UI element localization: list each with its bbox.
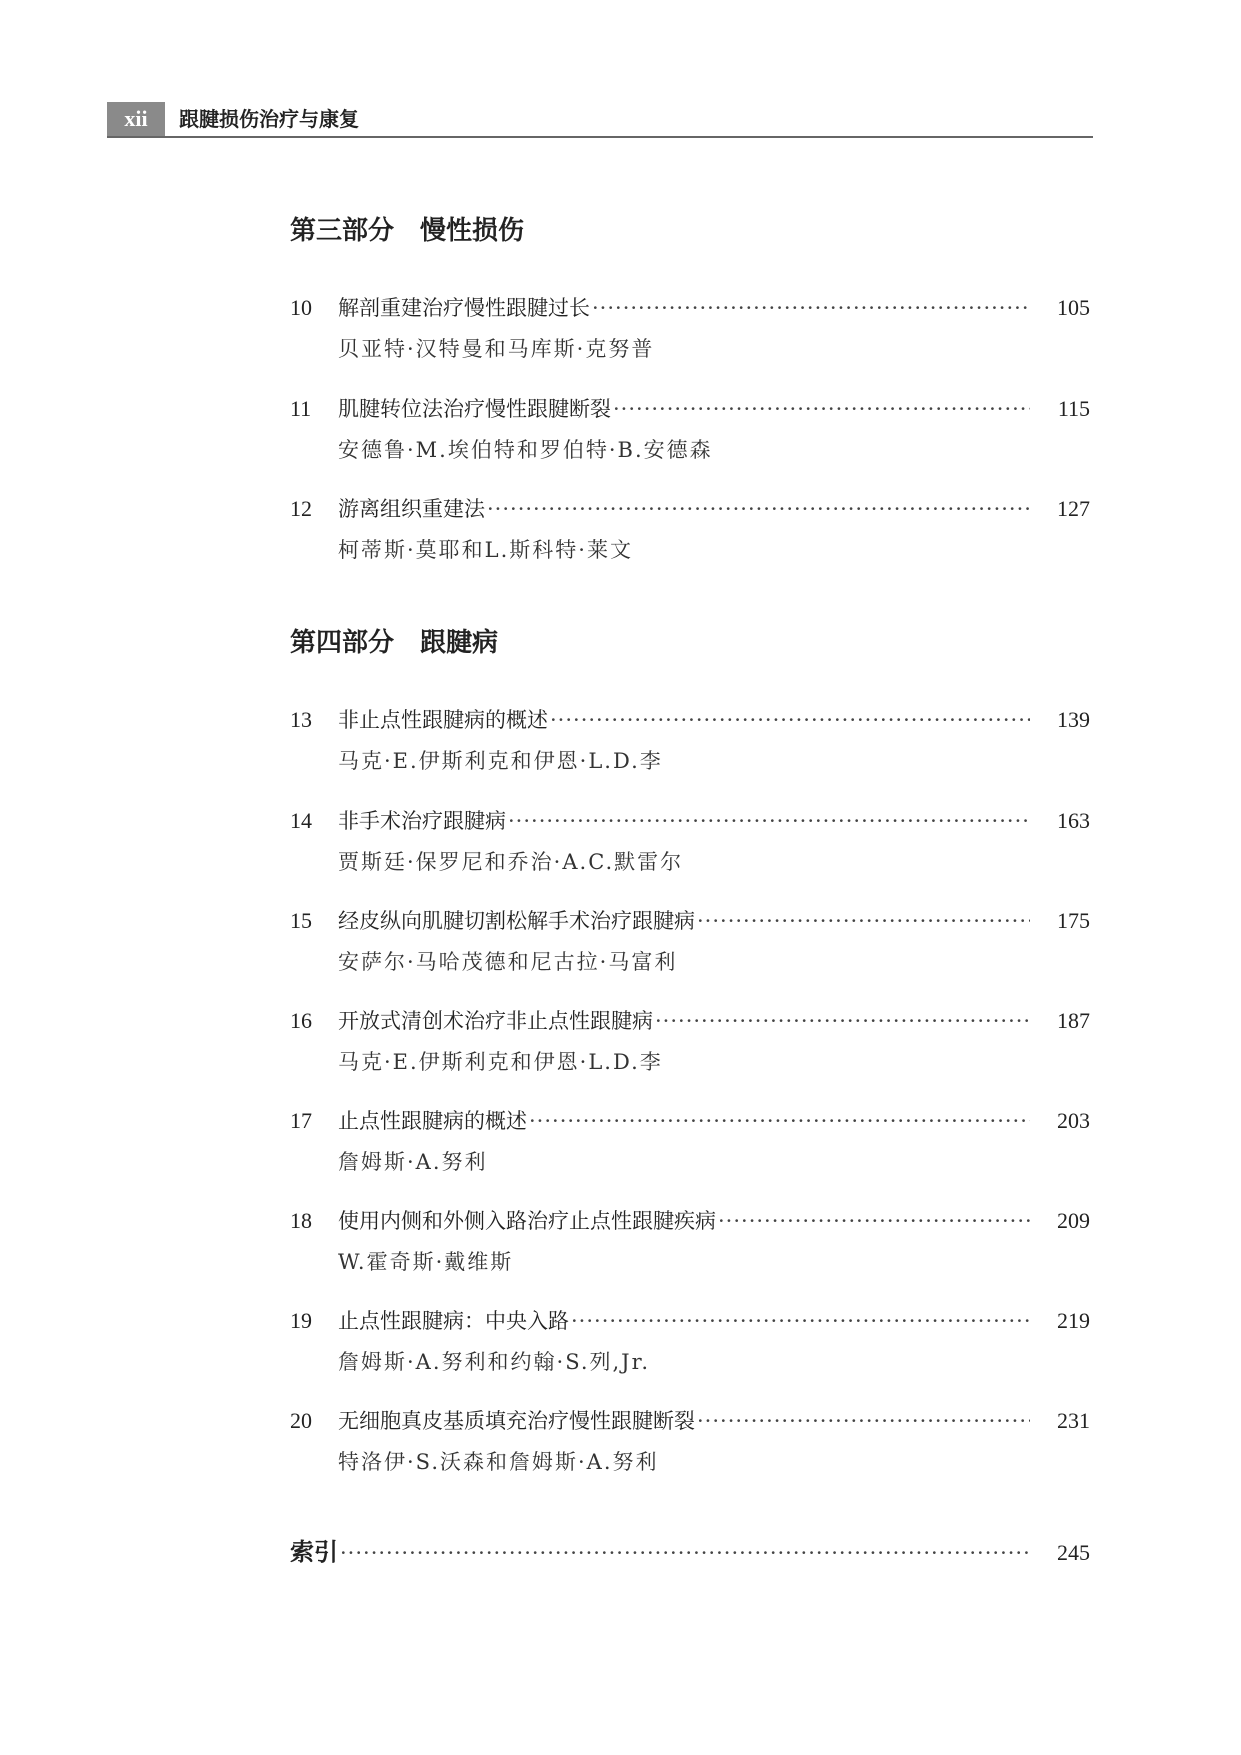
toc-entry[interactable] <box>290 1005 1090 1085</box>
page-ref: 115 <box>1057 396 1090 421</box>
chapter-title: 止点性跟腱病：中央入路 <box>338 1309 569 1333</box>
chapter-authors: 贝亚特·汉特曼和马库斯·克努普 <box>338 337 655 361</box>
toc-entry[interactable] <box>290 1305 1090 1385</box>
page-ref: 219 <box>1057 1308 1090 1333</box>
dot-leader <box>508 809 1030 833</box>
dot-leader <box>655 1009 1030 1033</box>
toc-entry[interactable] <box>290 1205 1090 1285</box>
chapter-number: 13 <box>290 707 312 732</box>
toc-entry[interactable] <box>290 393 1090 473</box>
dot-leader <box>697 909 1030 933</box>
chapter-authors: W.霍奇斯·戴维斯 <box>338 1250 514 1274</box>
toc-entry[interactable] <box>290 292 1090 372</box>
page-ref: 187 <box>1057 1008 1090 1033</box>
chapter-title: 使用内侧和外侧入路治疗止点性跟腱疾病 <box>338 1209 716 1233</box>
chapter-number: 16 <box>290 1008 312 1033</box>
header-rule <box>107 136 1093 138</box>
chapter-title: 肌腱转位法治疗慢性跟腱断裂 <box>338 397 611 421</box>
chapter-number: 19 <box>290 1308 312 1333</box>
chapter-title: 无细胞真皮基质填充治疗慢性跟腱断裂 <box>338 1409 695 1433</box>
toc-entry[interactable] <box>290 1105 1090 1185</box>
dot-leader <box>718 1209 1030 1233</box>
page-ref: 127 <box>1057 496 1090 521</box>
chapter-title: 非手术治疗跟腱病 <box>338 809 506 833</box>
toc-entry[interactable] <box>290 1405 1090 1485</box>
part-title: 第三部分 慢性损伤 <box>290 216 525 246</box>
page-number: xii <box>107 102 165 136</box>
chapter-authors: 马克·E.伊斯利克和伊恩·L.D.李 <box>338 1050 663 1074</box>
chapter-authors: 詹姆斯·A.努利 <box>338 1150 488 1174</box>
chapter-authors: 马克·E.伊斯利克和伊恩·L.D.李 <box>338 749 663 773</box>
chapter-number: 14 <box>290 808 312 833</box>
chapter-authors: 詹姆斯·A.努利和约翰·S.列,Jr. <box>338 1350 651 1374</box>
page-ref: 175 <box>1057 908 1090 933</box>
dot-leader <box>592 296 1030 320</box>
dot-leader <box>340 1541 1030 1565</box>
page-ref: 139 <box>1057 707 1090 732</box>
chapter-number: 10 <box>290 295 312 320</box>
chapter-title: 止点性跟腱病的概述 <box>338 1109 527 1133</box>
toc-entry[interactable] <box>290 704 1090 784</box>
chapter-number: 15 <box>290 908 312 933</box>
page-ref: 203 <box>1057 1108 1090 1133</box>
chapter-number: 20 <box>290 1408 312 1433</box>
page-ref: 209 <box>1057 1208 1090 1233</box>
chapter-authors: 安萨尔·马哈茂德和尼古拉·马富利 <box>338 950 678 974</box>
chapter-number: 12 <box>290 496 312 521</box>
chapter-title: 非止点性跟腱病的概述 <box>338 708 548 732</box>
toc-entry[interactable] <box>290 493 1090 573</box>
index-label: 索引 <box>290 1538 338 1566</box>
page-ref: 231 <box>1057 1408 1090 1433</box>
dot-leader <box>697 1409 1030 1433</box>
page-ref: 105 <box>1057 295 1090 320</box>
chapter-number: 17 <box>290 1108 312 1133</box>
book-title: 跟腱损伤治疗与康复 <box>179 107 359 131</box>
chapter-title: 解剖重建治疗慢性跟腱过长 <box>338 296 590 320</box>
page-ref: 245 <box>1057 1540 1090 1565</box>
page-ref: 163 <box>1057 808 1090 833</box>
chapter-number: 11 <box>290 396 312 421</box>
chapter-authors: 贾斯廷·保罗尼和乔治·A.C.默雷尔 <box>338 850 684 874</box>
dot-leader <box>487 497 1030 521</box>
toc-entry[interactable] <box>290 805 1090 885</box>
chapter-authors: 柯蒂斯·莫耶和L.斯科特·莱文 <box>338 538 633 562</box>
dot-leader <box>550 708 1030 732</box>
chapter-title: 游离组织重建法 <box>338 497 485 521</box>
dot-leader <box>529 1109 1030 1133</box>
chapter-authors: 特洛伊·S.沃森和詹姆斯·A.努利 <box>338 1450 659 1474</box>
dot-leader <box>571 1309 1030 1333</box>
chapter-title: 开放式清创术治疗非止点性跟腱病 <box>338 1009 653 1033</box>
chapter-authors: 安德鲁·M.埃伯特和罗伯特·B.安德森 <box>338 438 713 462</box>
chapter-title: 经皮纵向肌腱切割松解手术治疗跟腱病 <box>338 909 695 933</box>
toc-index-entry[interactable] <box>290 1532 1090 1564</box>
part-title: 第四部分 跟腱病 <box>290 628 499 658</box>
dot-leader <box>613 397 1030 421</box>
toc-entry[interactable] <box>290 905 1090 985</box>
chapter-number: 18 <box>290 1208 312 1233</box>
running-header <box>107 102 1093 136</box>
